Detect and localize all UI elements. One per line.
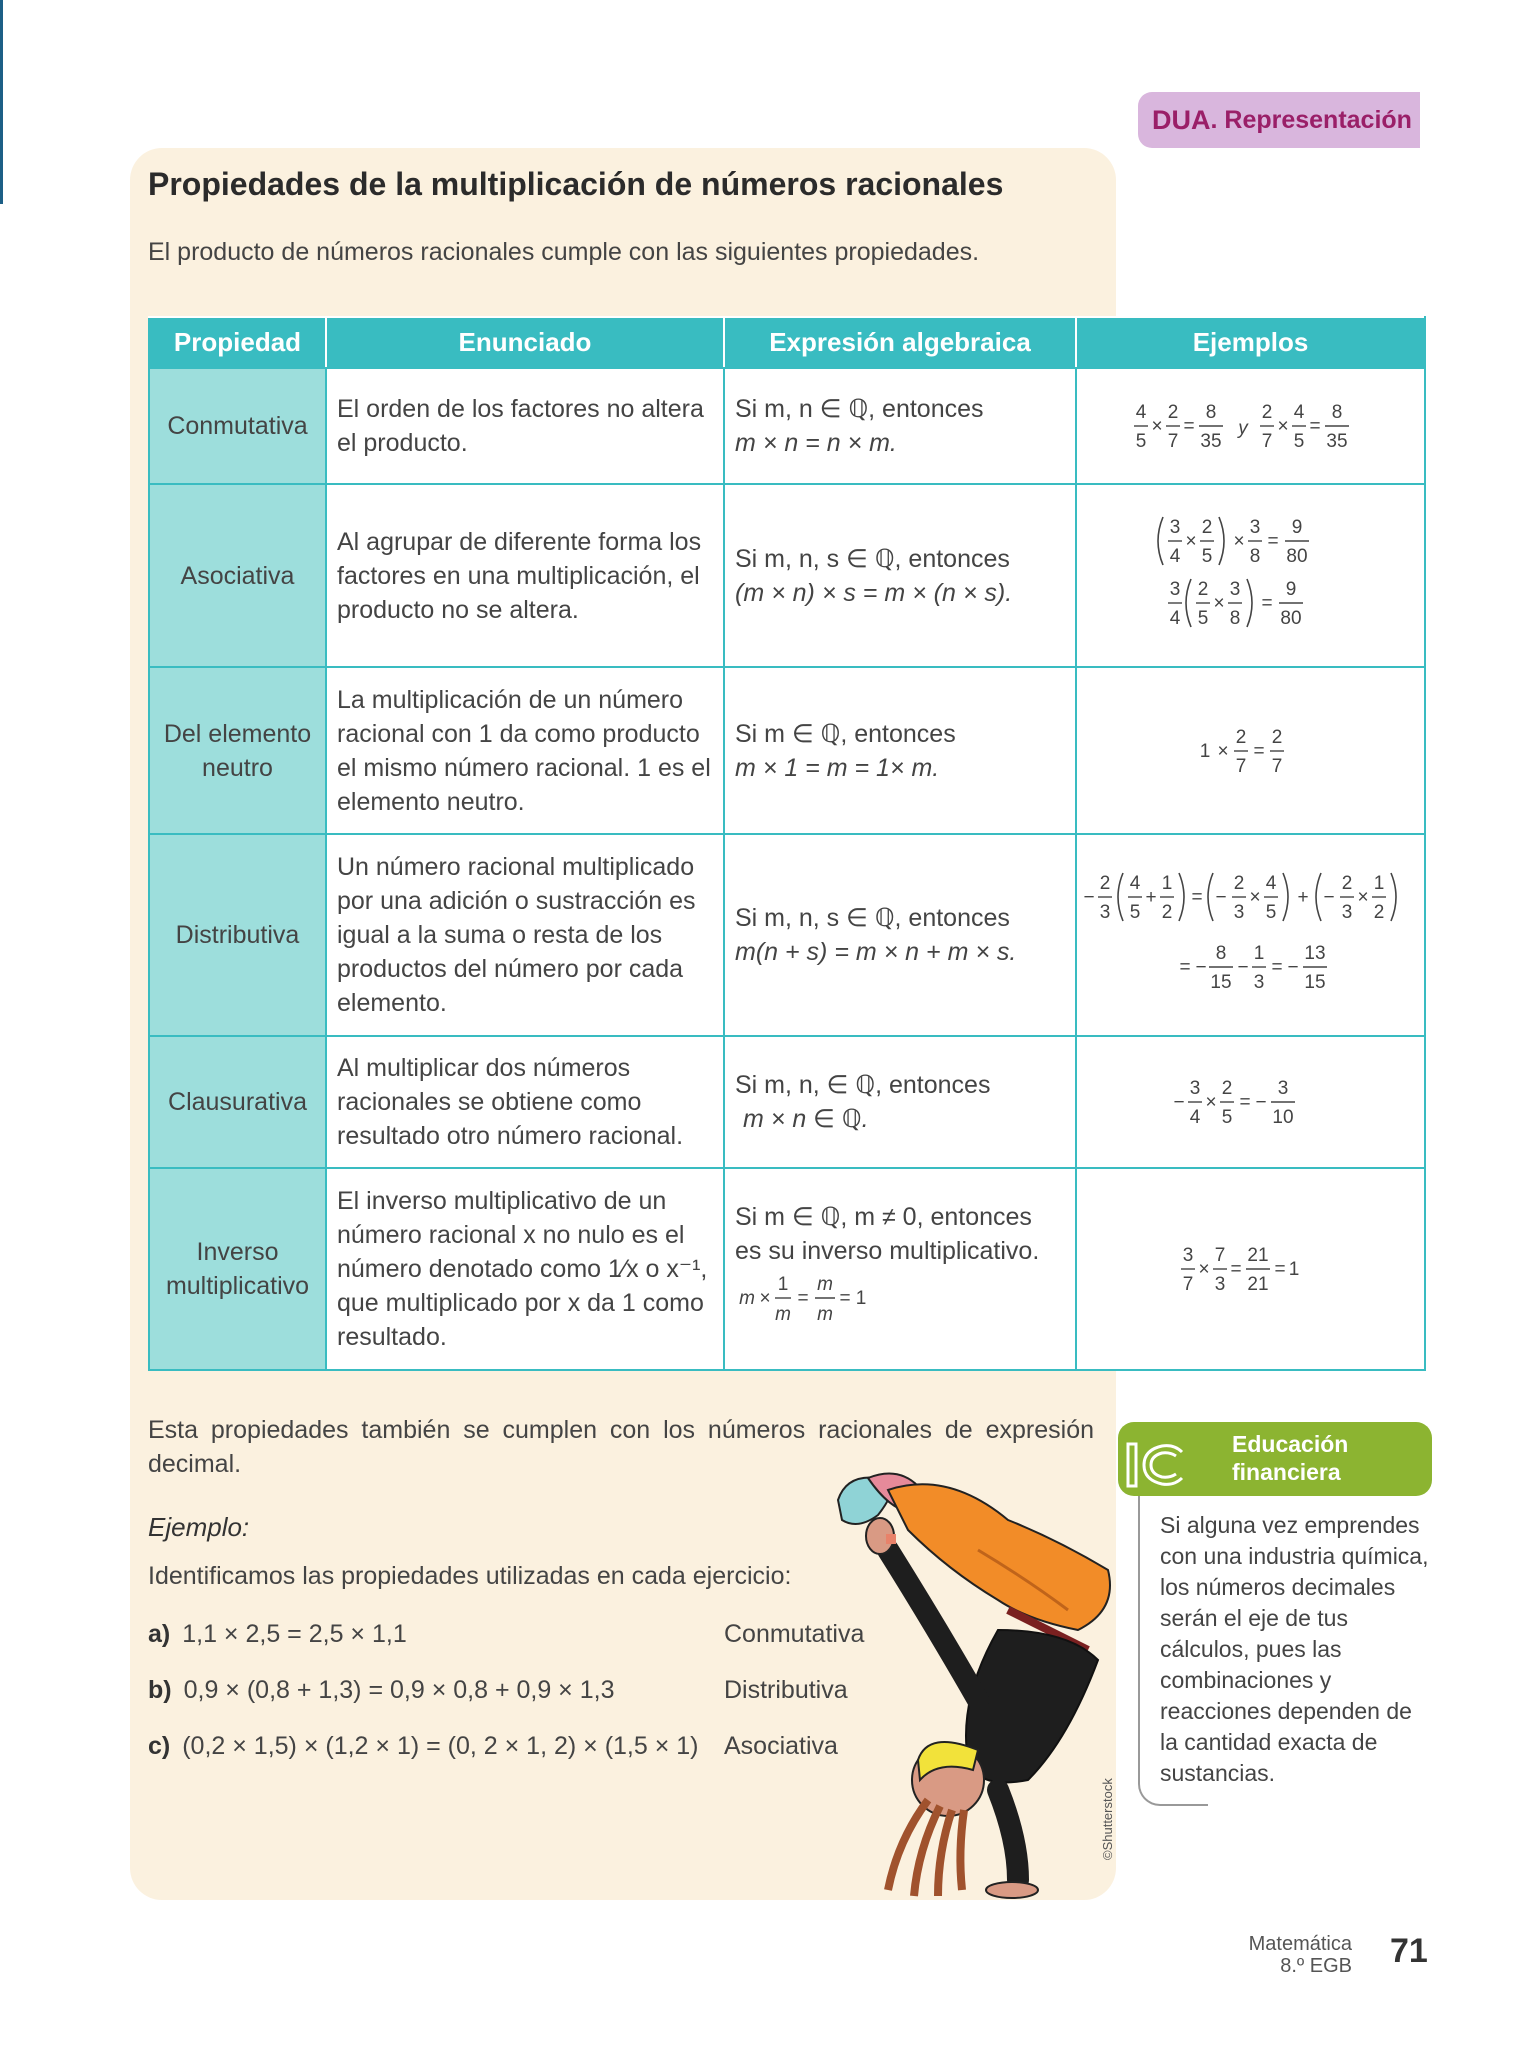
svg-text:3: 3 [1099,902,1110,923]
svg-text:×: × [1232,530,1245,552]
example-formula [1151,511,1351,641]
property-name: Asociativa [149,484,326,667]
table-row [149,484,1425,667]
property-example [1076,834,1425,1036]
svg-text:−: − [1322,887,1335,908]
intro-text: El producto de números racionales cumple con las siguientes propiedades. [148,238,980,266]
property-expression [724,667,1076,834]
svg-text:8: 8 [1249,545,1260,567]
svg-text:7: 7 [1235,755,1246,777]
svg-text:2: 2 [1221,1078,1232,1099]
svg-text:15: 15 [1209,972,1232,993]
example-letter: a) [148,1620,171,1648]
svg-text:=: = [1270,957,1283,978]
svg-text:3: 3 [1253,972,1264,993]
svg-text:=: = [1252,740,1265,762]
example-property: Asociativa [724,1732,838,1760]
svg-text:×: × [1197,1259,1210,1280]
svg-text:3: 3 [1249,516,1260,538]
expression-line: Si m ∈ ℚ, m ≠ 0, entonces es su inverso multiplicativo. [735,1202,1040,1265]
svg-text:80: 80 [1285,545,1308,567]
svg-text:y: y [1237,418,1248,439]
svg-text:5: 5 [1129,902,1140,923]
table-row [149,834,1425,1036]
property-expression [724,484,1076,667]
property-name: Del elemento neutro [149,667,326,834]
header-enunciado: Enunciado [326,317,724,368]
svg-text:4: 4 [1189,1107,1200,1128]
expression-line: Si m, n, s ∈ ℚ, entonces [735,904,1010,932]
expression-line: Si m, n, s ∈ ℚ, entonces [735,544,1010,573]
edu-financiera-icon [1122,1440,1196,1490]
svg-text:5: 5 [1197,607,1208,629]
page-edge-line [0,0,3,204]
svg-text:8: 8 [1229,607,1240,629]
svg-text:13: 13 [1303,943,1326,964]
svg-text:m: m [817,1273,833,1295]
svg-text:2: 2 [1233,873,1244,894]
svg-text:4: 4 [1265,873,1276,894]
property-expression [724,1168,1076,1370]
properties-table [148,316,1426,1371]
property-statement: El inverso multiplicativo de un número racional x no nulo es el número denotado como 1⁄x o x⁻¹, que multiplicado por x da 1 como resultado. [326,1168,724,1370]
svg-text:×: × [1276,416,1289,437]
svg-text:=: = [1182,416,1195,437]
dua-tag [1138,92,1420,148]
svg-text:×: × [1184,530,1197,552]
svg-text:3: 3 [1169,516,1180,538]
example-formula [1171,1072,1331,1132]
svg-text:10: 10 [1271,1107,1294,1128]
expression-line: Si m ∈ ℚ, entonces [735,719,956,748]
edu-title-line: Educación [1232,1431,1349,1457]
example-formula [1131,396,1371,456]
property-name: Conmutativa [149,368,326,484]
example-heading: Ejemplo: [148,1512,250,1542]
svg-text:4: 4 [1129,873,1140,894]
svg-text:+: + [1144,887,1157,908]
svg-text:21: 21 [1246,1274,1269,1295]
footer-grade: 8.º EGB [1280,1955,1352,1977]
edu-financiera-text: Si alguna vez emprendes con una industria química, los números decimales serán el eje de tus cálculos, pues las combinaciones y reacciones dependen de la cantidad exacta de sustancias. [1160,1512,1429,1786]
svg-text:+: + [1296,887,1309,908]
svg-text:=: = [1266,530,1279,552]
example-letter: c) [148,1732,171,1760]
dua-representation: . Representación [1210,105,1412,134]
example-expression: (0,2 × 1,5) × (1,2 × 1) = (0, 2 × 1, 2) × (1,5 × 1) [182,1732,699,1760]
expression-line: Si m, n, ∈ ℚ, entonces [735,1071,991,1099]
page-title: Propiedades de la multiplicación de números racionales [148,166,1004,202]
table-row [149,368,1425,484]
svg-text:−: − [1286,957,1299,978]
svg-text:8: 8 [1331,402,1342,423]
svg-text:2: 2 [1261,402,1272,423]
svg-text:×: × [1248,887,1261,908]
svg-text:5: 5 [1265,902,1276,923]
footer-subject-name: Matemática [1248,1933,1352,1955]
table-header-row [149,317,1425,368]
svg-text:5: 5 [1221,1107,1232,1128]
svg-text:=: = [1178,957,1191,978]
svg-text:3: 3 [1233,902,1244,923]
svg-text:×: × [1204,1092,1217,1113]
svg-text:2: 2 [1373,902,1384,923]
edu-financiera-title [1232,1430,1348,1486]
property-name: Inverso multiplicativo [149,1168,326,1370]
svg-text:7: 7 [1271,755,1282,777]
svg-text:5: 5 [1293,431,1304,452]
breakdancer-illustration [828,1460,1128,1900]
svg-text:=: = [1190,887,1203,908]
svg-text:8: 8 [1205,402,1216,423]
svg-text:3: 3 [1182,1245,1193,1266]
expression-line: Si m, n ∈ ℚ, entonces [735,395,984,423]
svg-text:2: 2 [1161,902,1172,923]
expression-line: m(n + s) = m × n + m × s. [735,938,1017,966]
example-item [148,1732,838,1761]
svg-text:3: 3 [1341,902,1352,923]
svg-text:5: 5 [1201,545,1212,567]
example-formula [1081,867,1421,1003]
svg-text:1: 1 [1288,1259,1299,1280]
svg-text:9: 9 [1285,578,1296,600]
property-example [1076,368,1425,484]
example-letter: b) [148,1676,172,1704]
svg-text:×: × [1356,887,1369,908]
svg-text:−: − [1214,887,1227,908]
property-statement: Un número racional multiplicado por una adición o sustracción es igual a la suma o resta de los productos del número por cada elemento. [326,834,724,1036]
svg-text:=: = [1308,416,1321,437]
svg-text:80: 80 [1279,607,1302,629]
svg-text:2: 2 [1167,402,1178,423]
svg-text:2: 2 [1099,873,1110,894]
svg-text:×: × [1216,740,1229,762]
property-example [1076,667,1425,834]
property-statement: El orden de los factores no altera el producto. [326,368,724,484]
expression-line: (m × n) × s = m × (n × s). [735,578,1013,607]
svg-text:=: = [1260,592,1273,614]
example-expression: 1,1 × 2,5 = 2,5 × 1,1 [182,1620,407,1648]
header-ejemplos: Ejemplos [1076,317,1425,368]
svg-text:−: − [1082,887,1095,908]
svg-text:3: 3 [1189,1078,1200,1099]
svg-text:15: 15 [1303,972,1326,993]
svg-text:2: 2 [1271,726,1282,748]
example-instruction: Identificamos las propiedades utilizadas en cada ejercicio: [148,1562,792,1590]
svg-text:1: 1 [777,1273,789,1295]
inverse-formula [735,1268,895,1330]
svg-text:m: m [739,1287,755,1309]
svg-text:2: 2 [1197,578,1208,600]
example-formula [1176,1239,1326,1299]
svg-text:1: 1 [1161,873,1172,894]
svg-text:5: 5 [1135,431,1146,452]
table-row [149,1168,1425,1370]
svg-text:2: 2 [1201,516,1212,538]
svg-text:1: 1 [1253,943,1264,964]
svg-text:×: × [1150,416,1163,437]
svg-text:4: 4 [1169,607,1180,629]
svg-text:3: 3 [1169,578,1180,600]
svg-text:7: 7 [1167,431,1178,452]
svg-text:−: − [1236,957,1249,978]
expression-line: m × n = n × m. [735,429,897,457]
expression-line: m × n ∈ ℚ. [743,1105,869,1133]
header-propiedad: Propiedad [149,317,326,368]
svg-text:=: = [839,1287,851,1309]
page-number: 71 [1390,1932,1428,1970]
example-property: Conmutativa [724,1620,865,1648]
edu-title-line: financiera [1232,1459,1341,1485]
svg-text:3: 3 [1214,1274,1225,1295]
example-formula [1191,721,1311,781]
image-credit: ©Shutterstock [1100,1778,1115,1860]
example-item [148,1620,865,1649]
property-expression [724,368,1076,484]
footer-subject [1180,1933,1352,1977]
svg-text:1: 1 [855,1287,867,1309]
svg-text:×: × [1212,592,1225,614]
property-expression [724,1036,1076,1168]
svg-text:1: 1 [1373,873,1384,894]
example-property: Distributiva [724,1676,848,1704]
decimal-note: Esta propiedades también se cumplen con los números racionales de expresión decimal. [148,1416,1094,1478]
svg-text:4: 4 [1135,402,1146,423]
property-example [1076,1036,1425,1168]
svg-text:×: × [759,1287,771,1309]
svg-text:7: 7 [1182,1274,1193,1295]
property-name: Distributiva [149,834,326,1036]
svg-text:7: 7 [1214,1245,1225,1266]
property-statement: Al multiplicar dos números racionales se obtiene como resultado otro número racional. [326,1036,724,1168]
svg-text:9: 9 [1291,516,1302,538]
svg-text:3: 3 [1277,1078,1288,1099]
svg-text:=: = [797,1287,809,1309]
svg-text:4: 4 [1169,545,1180,567]
svg-text:35: 35 [1325,431,1348,452]
svg-text:2: 2 [1235,726,1246,748]
svg-text:=: = [1229,1259,1242,1280]
svg-text:=: = [1273,1259,1286,1280]
property-expression [724,834,1076,1036]
svg-text:−: − [1254,1092,1267,1113]
svg-text:21: 21 [1246,1245,1269,1266]
svg-text:1: 1 [1199,740,1210,762]
property-statement: La multiplicación de un número racional con 1 da como producto el mismo número racional. 1 es el elemento neutro. [326,667,724,834]
svg-text:7: 7 [1261,431,1272,452]
svg-text:=: = [1238,1092,1251,1113]
svg-text:2: 2 [1341,873,1352,894]
property-example [1076,484,1425,667]
svg-text:m: m [775,1303,791,1325]
dua-label: DUA [1152,104,1211,135]
table-row [149,1036,1425,1168]
table-row [149,667,1425,834]
example-item [148,1676,848,1705]
header-expresion: Expresión algebraica [724,317,1076,368]
property-statement: Al agrupar de diferente forma los factores en una multiplicación, el producto no se altera. [326,484,724,667]
svg-text:4: 4 [1293,402,1304,423]
property-example [1076,1168,1425,1370]
svg-text:−: − [1194,957,1207,978]
property-name: Clausurativa [149,1036,326,1168]
svg-text:m: m [817,1303,833,1325]
svg-text:−: − [1172,1092,1185,1113]
svg-text:35: 35 [1199,431,1222,452]
svg-text:8: 8 [1215,943,1226,964]
svg-text:3: 3 [1229,578,1240,600]
expression-line: m × 1 = m = 1× m. [735,753,940,782]
example-expression: 0,9 × (0,8 + 1,3) = 0,9 × 0,8 + 0,9 × 1,3 [183,1676,615,1704]
